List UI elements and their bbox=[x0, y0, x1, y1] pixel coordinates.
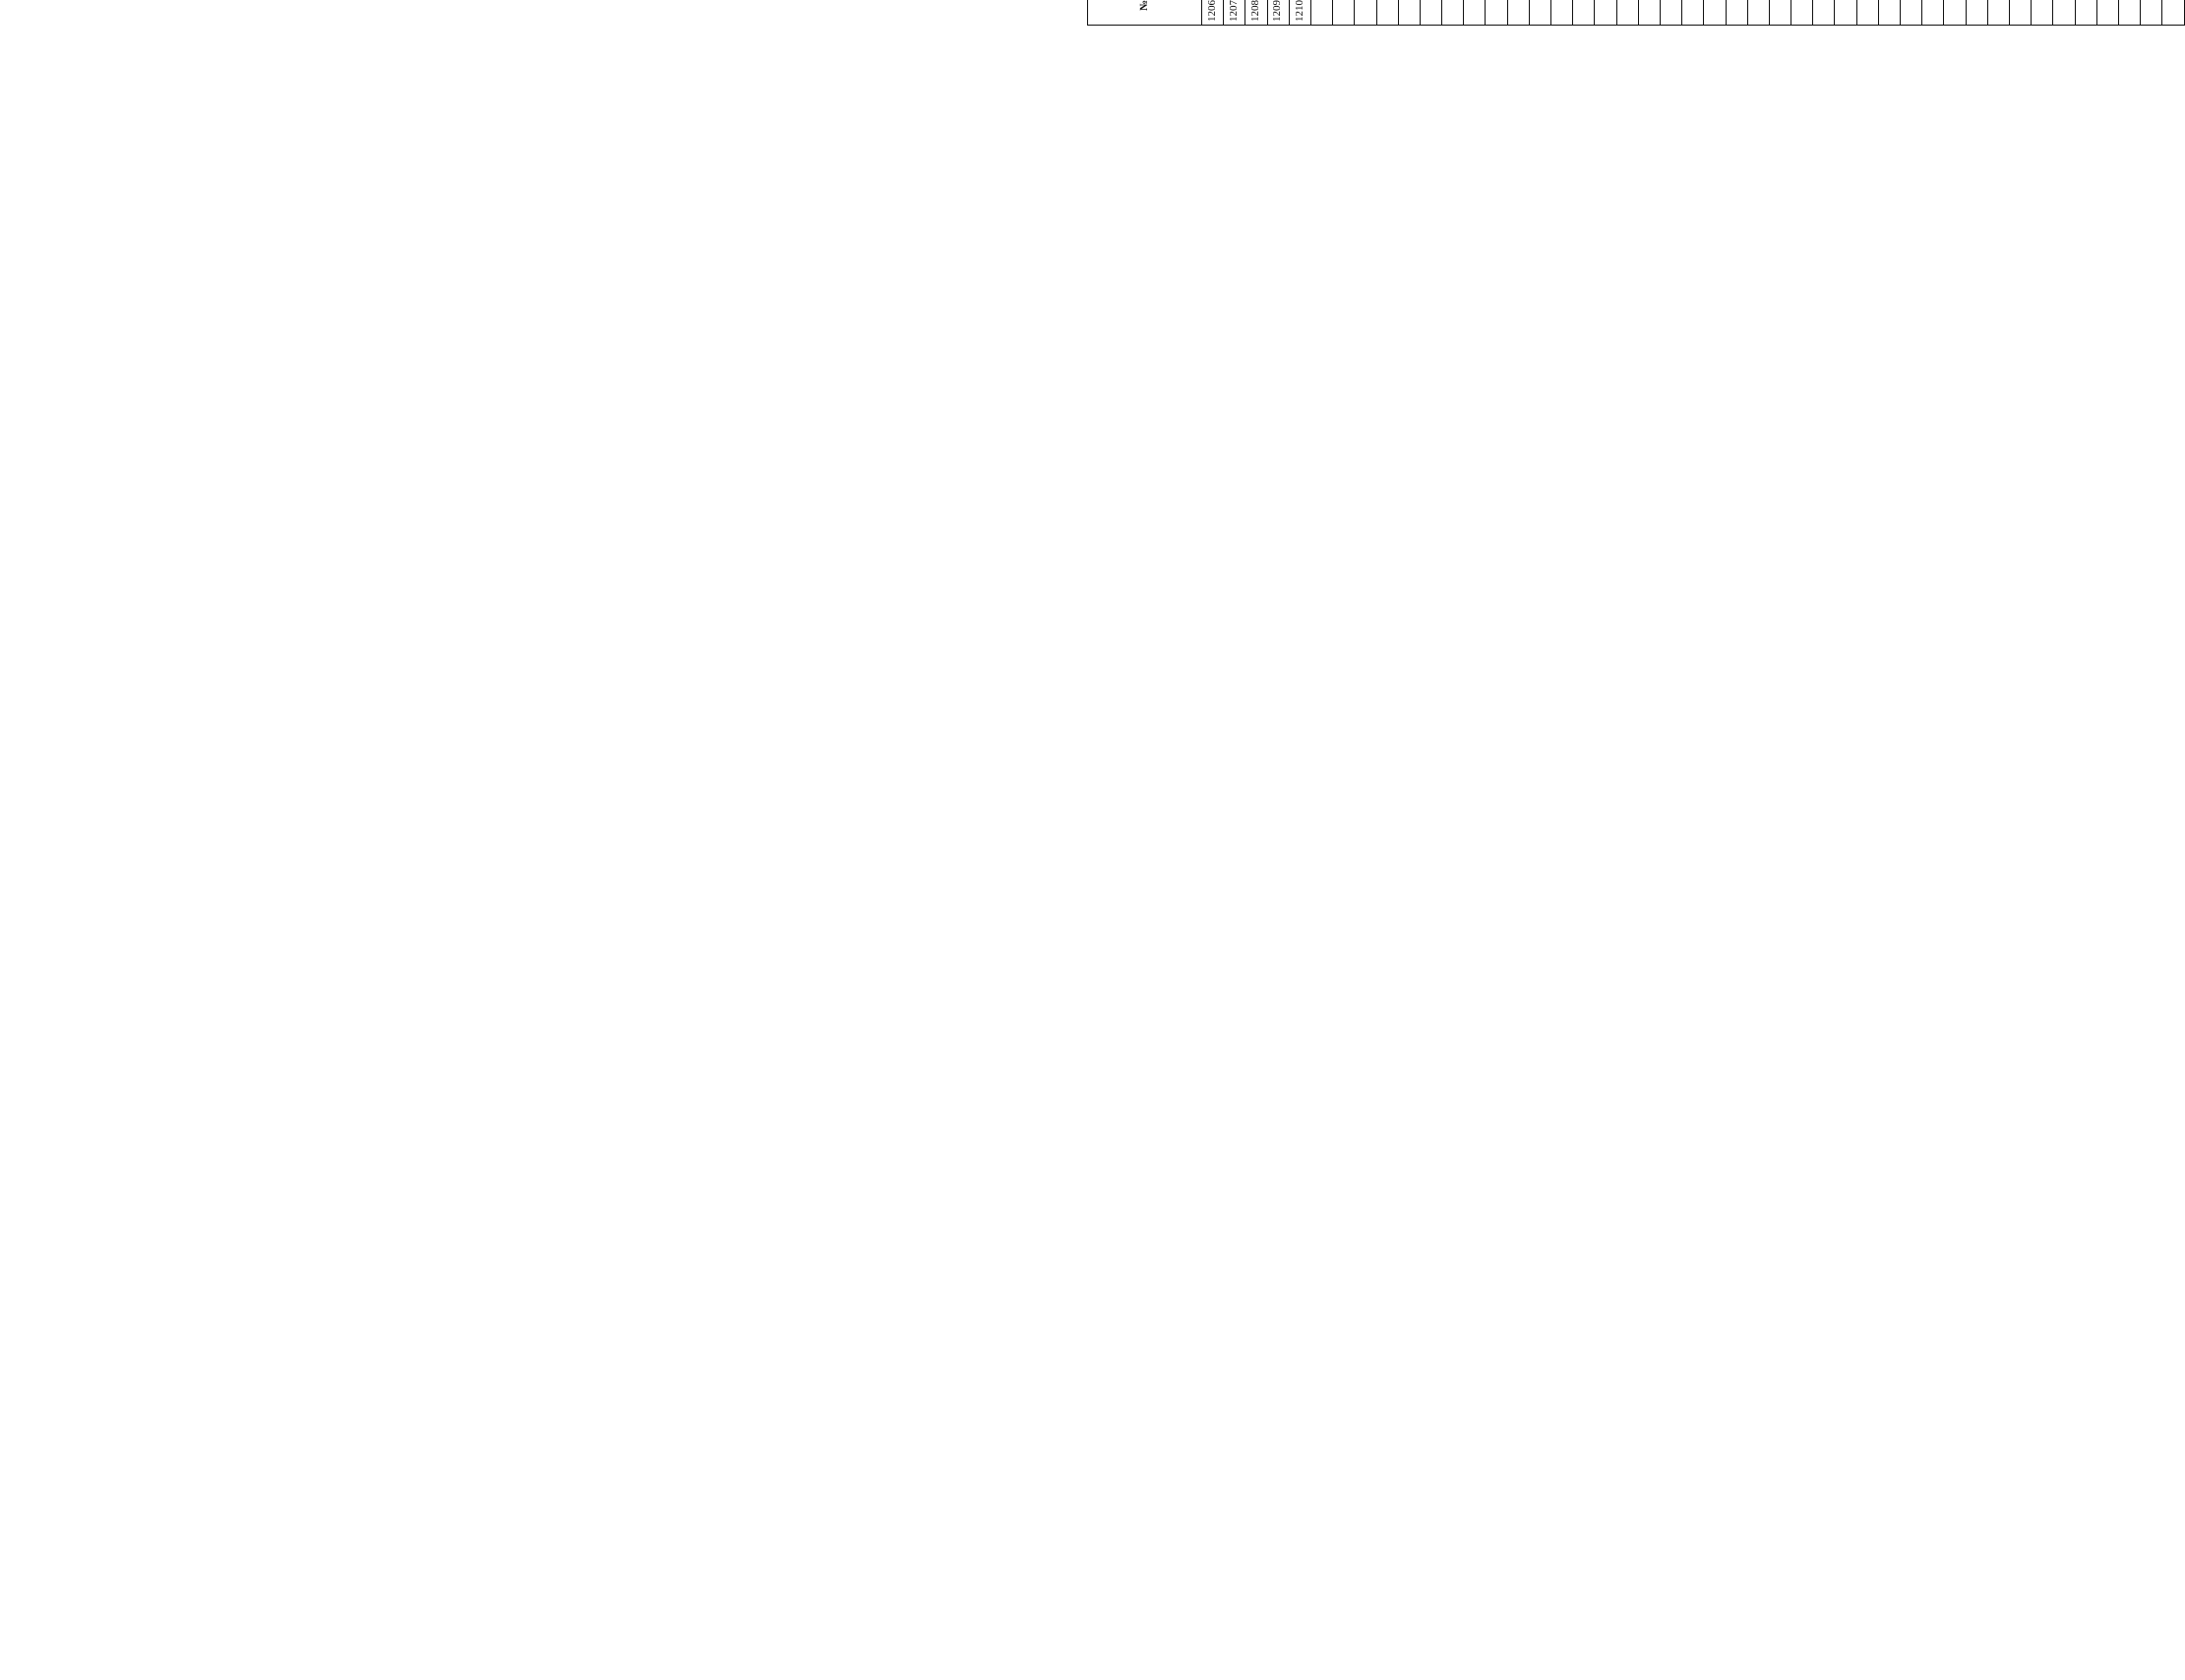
table-row-empty bbox=[1638, 0, 1660, 26]
cell-num bbox=[1355, 0, 1376, 26]
cell-num bbox=[2096, 0, 2118, 26]
cell-num bbox=[2118, 0, 2140, 26]
rotated-table-page bbox=[1063, 0, 2185, 26]
table-row-empty bbox=[1704, 0, 1726, 26]
table-row-empty bbox=[1376, 0, 1398, 26]
table-row bbox=[1267, 0, 1289, 26]
table-row-empty bbox=[1944, 0, 1966, 26]
cell-num bbox=[1464, 0, 1486, 26]
table-row-empty bbox=[1856, 0, 1878, 26]
cell-num bbox=[1376, 0, 1398, 26]
table-row-empty bbox=[1966, 0, 1987, 26]
table-row-empty bbox=[1987, 0, 2009, 26]
cell-num: 1209 bbox=[1267, 0, 1289, 26]
table-row-empty bbox=[2162, 0, 2185, 26]
cell-num bbox=[1769, 0, 1790, 26]
table-row-empty bbox=[1595, 0, 1616, 26]
repair-schedule-table bbox=[1087, 0, 2185, 26]
cell-num bbox=[2162, 0, 2185, 26]
cell-num bbox=[1660, 0, 1681, 26]
cell-num bbox=[1529, 0, 1550, 26]
table-row-empty bbox=[1835, 0, 1856, 26]
cell-num bbox=[1420, 0, 1441, 26]
cell-num bbox=[1595, 0, 1616, 26]
table-row-empty bbox=[1464, 0, 1486, 26]
page-number bbox=[1063, 0, 1083, 26]
cell-num bbox=[1878, 0, 1900, 26]
table-row-empty bbox=[1529, 0, 1550, 26]
table-row-empty bbox=[1398, 0, 1420, 26]
table-row-empty bbox=[1333, 0, 1355, 26]
cell-num bbox=[1901, 0, 1922, 26]
table-row-empty bbox=[1310, 0, 1332, 26]
table-row-empty bbox=[1507, 0, 1529, 26]
table-row-empty bbox=[2096, 0, 2118, 26]
table-row-empty bbox=[2009, 0, 2031, 26]
cell-num bbox=[1507, 0, 1529, 26]
table-row-empty bbox=[1551, 0, 1573, 26]
table-row-empty bbox=[2118, 0, 2140, 26]
table-row-empty bbox=[1922, 0, 1944, 26]
table-row-empty bbox=[2075, 0, 2096, 26]
table-row-empty bbox=[1442, 0, 1464, 26]
cell-num bbox=[1638, 0, 1660, 26]
cell-num bbox=[1310, 0, 1332, 26]
cell-num bbox=[1835, 0, 1856, 26]
cell-num bbox=[1791, 0, 1813, 26]
cell-num bbox=[1616, 0, 1638, 26]
cell-num bbox=[1747, 0, 1769, 26]
cell-num bbox=[1333, 0, 1355, 26]
table-row-empty bbox=[2141, 0, 2162, 26]
header-num: № bbox=[1088, 0, 1202, 26]
cell-num bbox=[1726, 0, 1747, 26]
table-row-empty bbox=[1813, 0, 1835, 26]
table-row-empty bbox=[2032, 0, 2053, 26]
table-row bbox=[1224, 0, 1245, 26]
table-row-empty bbox=[1878, 0, 1900, 26]
cell-num bbox=[2075, 0, 2096, 26]
cell-num bbox=[1922, 0, 1944, 26]
cell-num: 1208 bbox=[1245, 0, 1267, 26]
cell-num bbox=[1486, 0, 1507, 26]
cell-num bbox=[1966, 0, 1987, 26]
table-row bbox=[1202, 0, 1224, 26]
table-row-empty bbox=[1486, 0, 1507, 26]
cell-num: 1210 bbox=[1289, 0, 1310, 26]
cell-num bbox=[1551, 0, 1573, 26]
cell-num: 1206 bbox=[1202, 0, 1224, 26]
cell-num bbox=[2009, 0, 2031, 26]
cell-num bbox=[1987, 0, 2009, 26]
cell-num bbox=[1682, 0, 1704, 26]
table-row-empty bbox=[1901, 0, 1922, 26]
table-row-empty bbox=[1769, 0, 1790, 26]
table-row bbox=[1245, 0, 1267, 26]
cell-num bbox=[1573, 0, 1595, 26]
cell-num bbox=[2141, 0, 2162, 26]
cell-num bbox=[1944, 0, 1966, 26]
cell-num bbox=[1398, 0, 1420, 26]
cell-num bbox=[2053, 0, 2075, 26]
cell-num: 1207 bbox=[1224, 0, 1245, 26]
cell-num bbox=[2032, 0, 2053, 26]
table-row-empty bbox=[1616, 0, 1638, 26]
table-row-empty bbox=[1573, 0, 1595, 26]
table-row-empty bbox=[1726, 0, 1747, 26]
table-row-empty bbox=[2053, 0, 2075, 26]
table-row bbox=[1289, 0, 1310, 26]
cell-num bbox=[1856, 0, 1878, 26]
table-row-empty bbox=[1355, 0, 1376, 26]
table-row-empty bbox=[1682, 0, 1704, 26]
cell-num bbox=[1442, 0, 1464, 26]
table-row-empty bbox=[1420, 0, 1441, 26]
cell-num bbox=[1704, 0, 1726, 26]
table-row-empty bbox=[1747, 0, 1769, 26]
table-row-empty bbox=[1660, 0, 1681, 26]
cell-num bbox=[1813, 0, 1835, 26]
table-row-empty bbox=[1791, 0, 1813, 26]
table-body bbox=[1202, 0, 2185, 26]
